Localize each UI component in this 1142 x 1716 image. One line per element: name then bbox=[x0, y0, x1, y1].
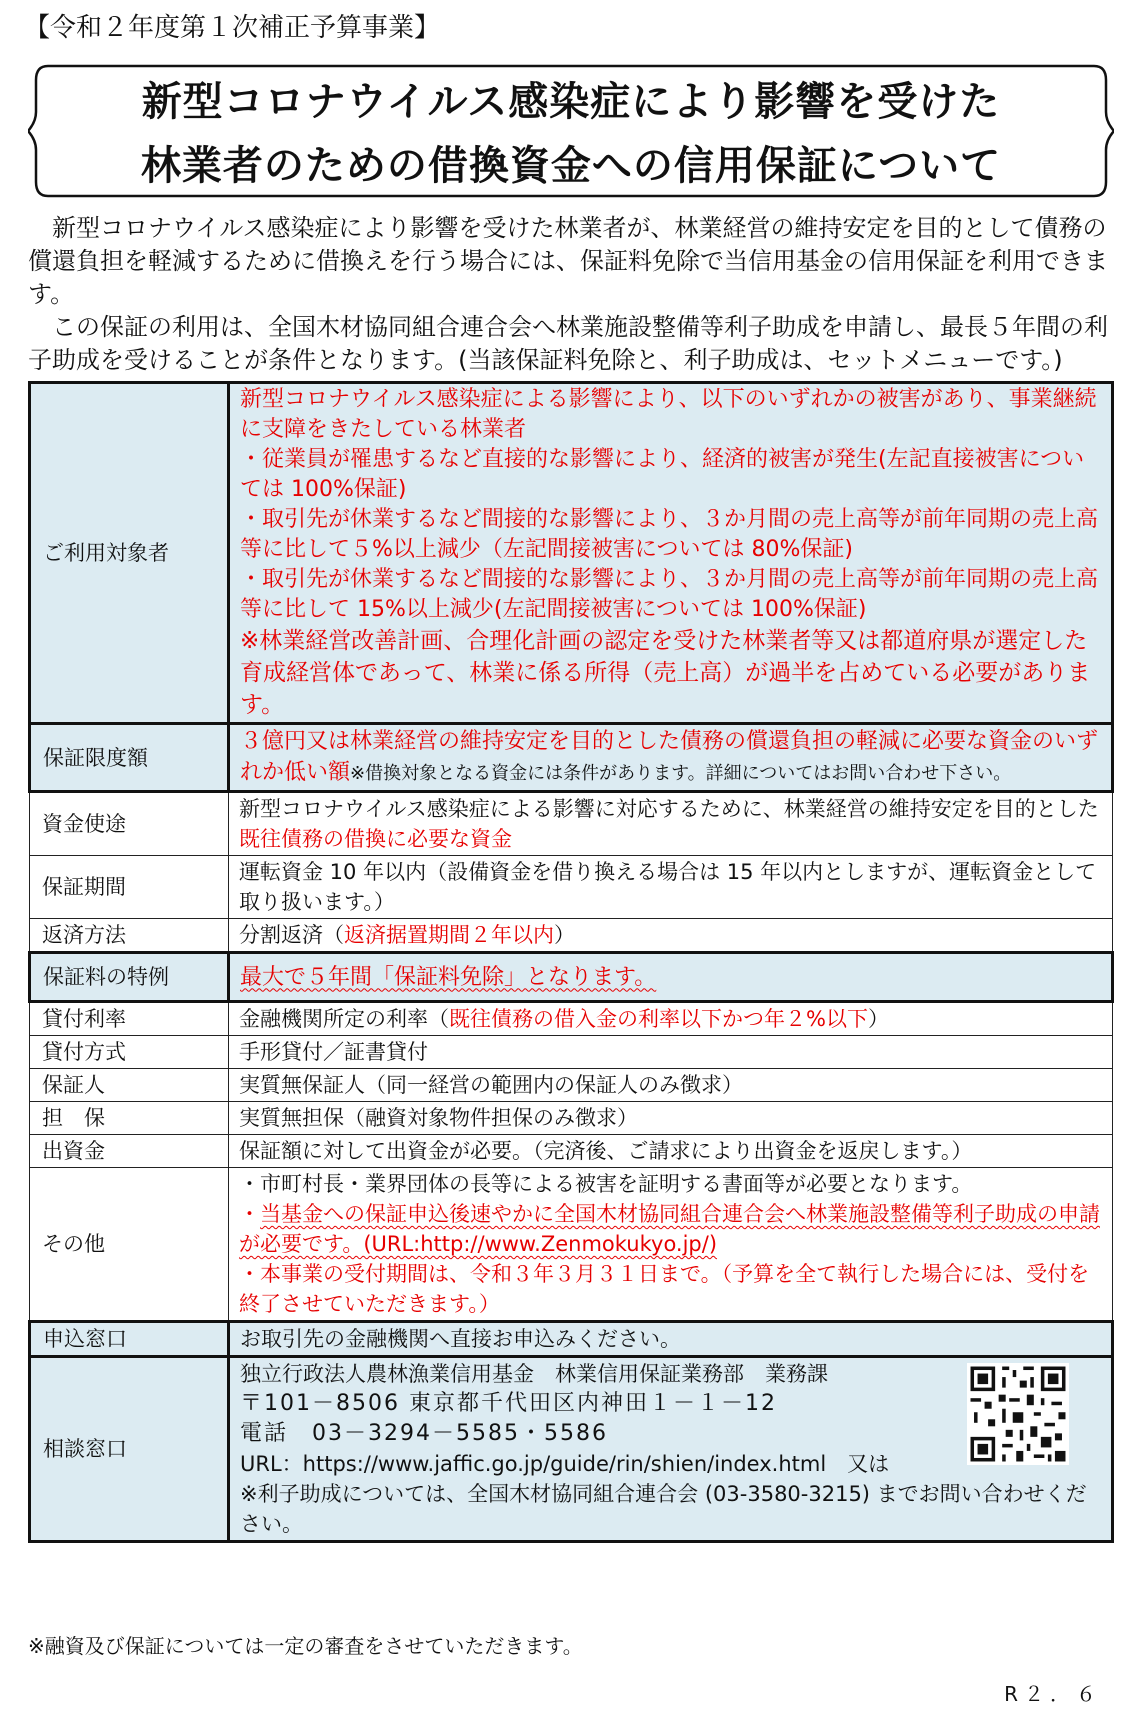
contact-address: 〒101－8506 東京都千代田区内神田１－１－12 bbox=[240, 1391, 777, 1416]
footnote: ※融資及び保証については一定の審査をさせていただきます。 bbox=[28, 1634, 583, 1658]
row-label-collateral: 担 保 bbox=[30, 1102, 229, 1135]
row-value-other bbox=[229, 1168, 1113, 1322]
rate-text-a: 金融機関所定の利率（ bbox=[239, 1007, 449, 1031]
row-value-apply: お取引先の金融機関へ直接お申込みください。 bbox=[229, 1322, 1113, 1357]
table-row-repay bbox=[30, 919, 1113, 953]
table-row-contact bbox=[30, 1357, 1113, 1542]
row-label-purpose: 資金使途 bbox=[30, 792, 229, 856]
other-bullet-2 bbox=[239, 1199, 1102, 1259]
qr-code-icon[interactable] bbox=[967, 1363, 1069, 1465]
table-row-apply bbox=[30, 1322, 1113, 1357]
table-row-limit bbox=[30, 724, 1113, 792]
table-row-method bbox=[30, 1036, 1113, 1069]
row-value-collateral: 実質無担保（融資対象物件担保のみ徴求） bbox=[229, 1102, 1113, 1135]
table-row-capital bbox=[30, 1135, 1113, 1168]
row-value-guarantor: 実質無保証人（同一経営の範囲内の保証人のみ徴求） bbox=[229, 1069, 1113, 1102]
row-value-purpose bbox=[229, 792, 1113, 856]
row-value-rate bbox=[229, 1002, 1113, 1036]
table-row-collateral bbox=[30, 1102, 1113, 1135]
rate-text-b: ） bbox=[867, 1007, 889, 1031]
other-bullet-1: ・市町村長・業界団体の長等による被害を証明する書面等が必要となります。 bbox=[239, 1172, 973, 1196]
limit-note: ※借換対象となる資金には条件があります。詳細についてはお問い合わせ下さい。 bbox=[350, 763, 1012, 784]
target-bullet-3: ・取引先が休業するなど間接的な影響により、３か月間の売上高等が前年同期の売上高等に比して 15%以上減少(左記間接被害については 100%保証) bbox=[240, 567, 1099, 622]
row-value-contact bbox=[229, 1357, 1113, 1542]
row-label-repay: 返済方法 bbox=[30, 919, 229, 953]
intro-paragraph-2: この保証の利用は、全国木材協同組合連合会へ林業施設整備等利子助成を申請し、最長５年間の利子助成を受けることが条件となります。(当該保証料免除と、利子助成は、セットメニューです。) bbox=[28, 313, 1108, 374]
row-label-apply: 申込窓口 bbox=[30, 1322, 229, 1357]
page-title bbox=[28, 70, 1114, 198]
intro bbox=[28, 212, 1118, 377]
special-highlight: 最大で５年間「保証料免除」となります。 bbox=[240, 964, 657, 990]
rate-highlight: 既往債務の借入金の利率以下かつ年２%以下 bbox=[449, 1007, 868, 1031]
limit-amount: ３億円又は林業経営の維持安定を目的とした債務の償還負担の軽減に必要な資金のいずれか低い額 bbox=[240, 729, 1099, 785]
table-row-purpose bbox=[30, 792, 1113, 856]
repay-text-a: 分割返済（ bbox=[239, 923, 344, 947]
row-label-rate: 貸付利率 bbox=[30, 1002, 229, 1036]
row-label-capital: 出資金 bbox=[30, 1135, 229, 1168]
repay-text-b: ） bbox=[554, 923, 575, 947]
target-bullet-1: ・従業員が罹患するなど直接的な影響により、経済的被害が発生(左記直接被害については 100%保証) bbox=[240, 447, 1085, 502]
table-row-special bbox=[30, 953, 1113, 1002]
intro-paragraph-1: 新型コロナウイルス感染症により影響を受けた林業者が、林業経営の維持安定を目的として債務の償還負担を軽減するために借換えを行う場合には、保証料免除で当信用基金の信用保証を利用できます。 bbox=[28, 214, 1108, 308]
budget-tag: 【令和２年度第１次補正予算事業】 bbox=[24, 13, 441, 43]
target-lead: 新型コロナウイルス感染症による影響により、以下のいずれかの被害があり、事業継続に支障をきたしている林業者 bbox=[240, 387, 1097, 442]
row-label-limit: 保証限度額 bbox=[30, 724, 229, 792]
page-number: R２．６ bbox=[1004, 1682, 1102, 1706]
row-label-other: その他 bbox=[30, 1168, 229, 1322]
contact-url[interactable]: URL：https://www.jaffic.go.jp/guide/rin/shien/index.html 又は bbox=[240, 1452, 890, 1476]
purpose-text: 新型コロナウイルス感染症による影響に対応するために、林業経営の維持安定を目的とした bbox=[239, 797, 1099, 821]
row-label-special: 保証料の特例 bbox=[30, 953, 229, 1002]
repay-highlight: 返済据置期間２年以内 bbox=[344, 923, 554, 947]
table-row-guarantor bbox=[30, 1069, 1113, 1102]
contact-phone: 電話 03－3294－5585・5586 bbox=[240, 1421, 608, 1446]
target-bullet-2: ・取引先が休業するなど間接的な影響により、３か月間の売上高等が前年同期の売上高等に比して５%以上減少（左記間接被害については 80%保証) bbox=[240, 507, 1099, 562]
table-row-period bbox=[30, 856, 1113, 919]
row-value-repay bbox=[229, 919, 1113, 953]
other-bullet-2-dot: ・ bbox=[239, 1202, 260, 1226]
title-line-2: 林業者のための借換資金への信用保証について bbox=[140, 143, 1002, 189]
contact-org: 独立行政法人農林漁業信用基金 林業信用保証業務部 業務課 bbox=[240, 1362, 828, 1386]
target-note: ※林業経営改善計画、合理化計画の認定を受けた林業者等又は都道府県が選定した育成経営体であって、林業に係る所得（売上高）が過半を占めている必要があります。 bbox=[240, 628, 1091, 718]
row-label-method: 貸付方式 bbox=[30, 1036, 229, 1069]
row-value-special bbox=[229, 953, 1113, 1002]
conditions-table bbox=[28, 381, 1114, 1543]
table-row-target bbox=[30, 383, 1113, 724]
table-row-other bbox=[30, 1168, 1113, 1322]
row-value-method: 手形貸付／証書貸付 bbox=[229, 1036, 1113, 1069]
table-row-rate bbox=[30, 1002, 1113, 1036]
title-line-1: 新型コロナウイルス感染症により影響を受けた bbox=[141, 79, 1001, 125]
row-value-period: 運転資金 10 年以内（設備資金を借り換える場合は 15 年以内としますが、運転資金として取り扱います。） bbox=[229, 856, 1113, 919]
row-value-target bbox=[229, 383, 1113, 724]
row-value-capital: 保証額に対して出資金が必要。（完済後、ご請求により出資金を返戻します。） bbox=[229, 1135, 1113, 1168]
row-label-contact: 相談窓口 bbox=[30, 1357, 229, 1542]
title-frame bbox=[28, 62, 1114, 200]
purpose-highlight: 既往債務の借換に必要な資金 bbox=[239, 827, 512, 851]
row-value-limit bbox=[229, 724, 1113, 792]
other-bullet-3: ・本事業の受付期間は、令和３年３月３１日まで。（予算を全て執行した場合には、受付を終了させていただきます。） bbox=[239, 1262, 1090, 1316]
row-label-target: ご利用対象者 bbox=[30, 383, 229, 724]
other-bullet-2-text: 当基金への保証申込後速やかに全国木材協同組合連合会へ林業施設整備等利子助成の申請が必要です。(URL:http://www.Zenmokukyo.jp/) bbox=[239, 1202, 1100, 1256]
contact-note: ※利子助成については、全国木材協同組合連合会 (03-3580-3215) までお問い合わせください。 bbox=[240, 1482, 1087, 1536]
row-label-period: 保証期間 bbox=[30, 856, 229, 919]
row-label-guarantor: 保証人 bbox=[30, 1069, 229, 1102]
